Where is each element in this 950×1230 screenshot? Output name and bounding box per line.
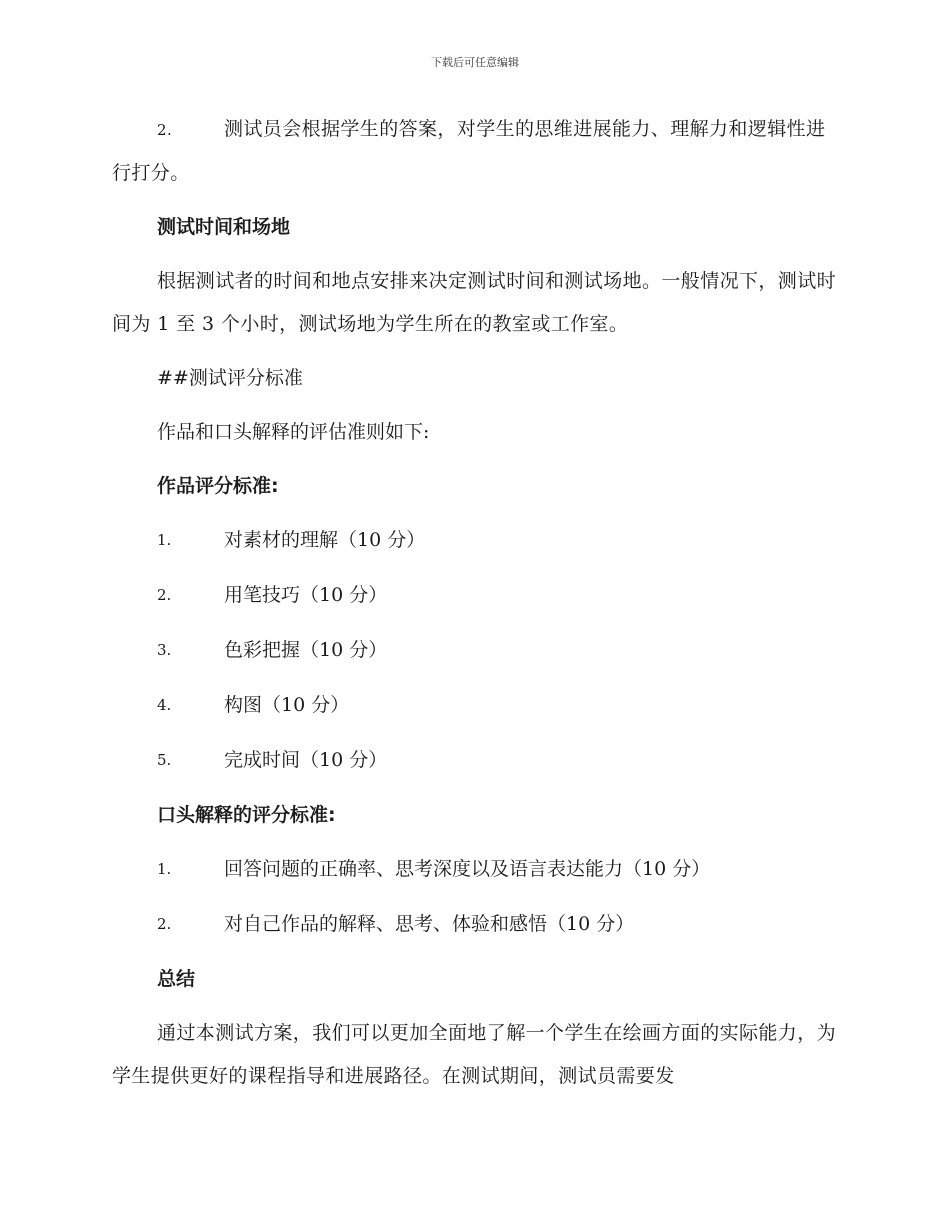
time-place-paragraph: 根据测试者的时间和地点安排来决定测试时间和测试场地。一般情况下，测试时间为 1 至 3 个小时，测试场地为学生所在的教室或工作室。 bbox=[112, 270, 837, 335]
oral-criteria-item bbox=[157, 848, 836, 891]
item-text: 构图（10 分） bbox=[224, 694, 350, 716]
item-number: 1. bbox=[157, 531, 172, 549]
item-number: 5. bbox=[157, 751, 172, 769]
item-number: 2. bbox=[157, 586, 172, 604]
work-criteria-item bbox=[157, 519, 836, 562]
item-text: 完成时间（10 分） bbox=[224, 749, 388, 771]
work-criteria-item bbox=[157, 629, 836, 672]
item-number: 4. bbox=[157, 696, 172, 714]
document-body bbox=[112, 108, 836, 1109]
scoring-heading: ##测试评分标准 bbox=[157, 367, 303, 389]
intro-item-number: 2. bbox=[157, 121, 173, 139]
item-text: 用笔技巧（10 分） bbox=[224, 584, 388, 606]
scoring-intro: 作品和口头解释的评估准则如下: bbox=[157, 421, 430, 443]
item-text: 对素材的理解（10 分） bbox=[224, 529, 426, 551]
page-header: 下载后可任意编辑 bbox=[431, 56, 519, 69]
work-criteria-heading: 作品评分标准: bbox=[157, 475, 279, 497]
intro-item bbox=[112, 108, 836, 195]
item-text: 色彩把握（10 分） bbox=[224, 639, 388, 661]
intro-item-text: 测试员会根据学生的答案，对学生的思维进展能力、理解力和逻辑性进行打分。 bbox=[112, 118, 826, 184]
oral-criteria-item bbox=[157, 903, 836, 946]
oral-criteria-heading: 口头解释的评分标准: bbox=[157, 804, 336, 826]
item-text: 对自己作品的解释、思考、体验和感悟（10 分） bbox=[224, 913, 635, 935]
time-place-heading: 测试时间和场地 bbox=[157, 216, 291, 238]
item-text: 回答问题的正确率、思考深度以及语言表达能力（10 分） bbox=[224, 858, 711, 880]
item-number: 1. bbox=[157, 860, 172, 878]
item-number: 3. bbox=[157, 641, 172, 659]
work-criteria-item bbox=[157, 574, 836, 617]
summary-paragraph: 通过本测试方案，我们可以更加全面地了解一个学生在绘画方面的实际能力，为学生提供更好的课程指导和进展路径。在测试期间，测试员需要发 bbox=[112, 1022, 837, 1087]
work-criteria-item bbox=[157, 739, 836, 782]
item-number: 2. bbox=[157, 915, 172, 933]
work-criteria-item bbox=[157, 684, 836, 727]
summary-heading: 总结 bbox=[157, 968, 196, 990]
